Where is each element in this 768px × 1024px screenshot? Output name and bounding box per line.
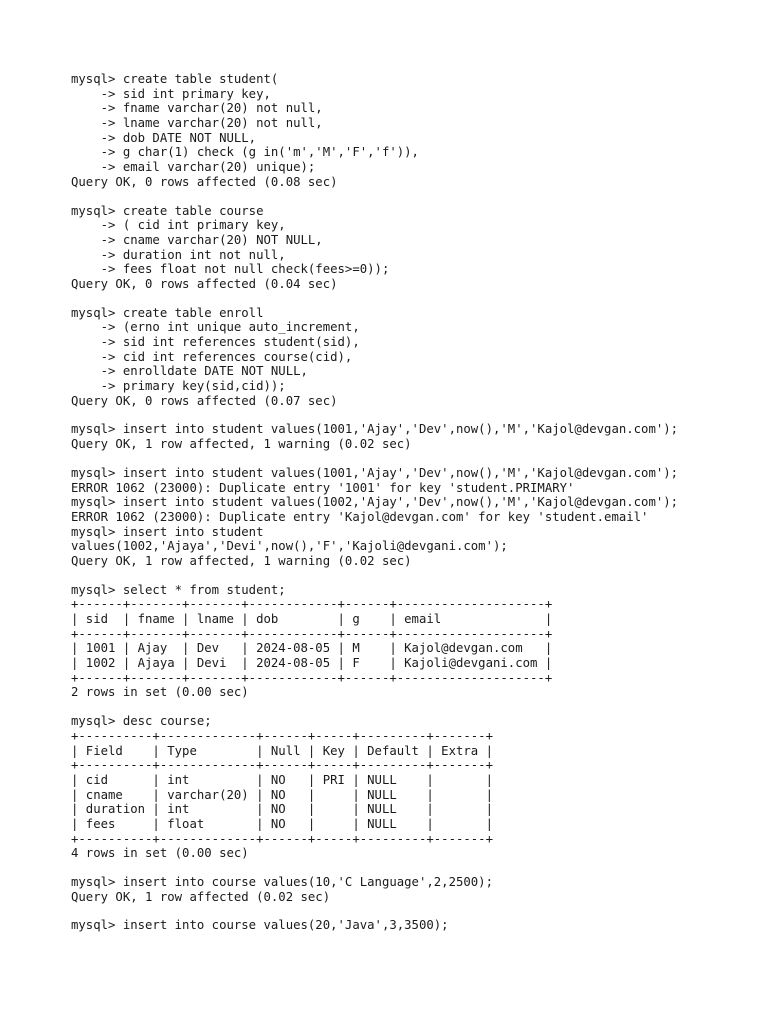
table-row: | 1001 | Ajay | Dev | 2024-08-05 | M | Kajol@devgan.com | <box>71 641 553 656</box>
sql-command-line: mysql> insert into student values(1001,'Ajay','Dev',now(),'M','Kajol@devgan.com'); <box>71 465 679 480</box>
sql-command-line: mysql> create table enroll <box>71 305 264 320</box>
query-result-line: Query OK, 0 rows affected (0.08 sec) <box>71 174 338 189</box>
table-row: | fees | float | NO | | NULL | | <box>71 816 493 831</box>
sql-command-line: mysql> desc course; <box>71 714 212 729</box>
terminal-transcript <box>71 72 761 947</box>
sql-continuation-line: -> sid int primary key, <box>71 86 271 101</box>
table-row: | duration | int | NO | | NULL | | <box>71 802 493 817</box>
query-result-line: Query OK, 1 row affected (0.02 sec) <box>71 889 331 904</box>
sql-continuation-line: -> duration int not null, <box>71 247 286 262</box>
sql-command-line: mysql> select * from student; <box>71 582 286 597</box>
table-border-line: +------+-------+-------+------------+------+--------------------+ <box>71 597 553 612</box>
table-header-row: | Field | Type | Null | Key | Default | Extra | <box>71 743 493 758</box>
insert-student-1001-block <box>71 422 761 451</box>
sql-continuation-line: -> fees float not null check(fees>=0)); <box>71 262 390 277</box>
sql-continuation-line: values(1002,'Ajaya','Devi',now(),'F','Kajoli@devgani.com'); <box>71 539 508 554</box>
desc-course-block <box>71 714 761 861</box>
sql-command-line: mysql> insert into student values(1002,'Ajay','Dev',now(),'M','Kajol@devgan.com'); <box>71 495 679 510</box>
sql-command-line: mysql> insert into course values(20,'Java',3,3500); <box>71 918 449 933</box>
error-line: ERROR 1062 (23000): Duplicate entry 'Kajol@devgan.com' for key 'student.email' <box>71 509 649 524</box>
table-row: | cid | int | NO | PRI | NULL | | <box>71 772 493 787</box>
sql-continuation-line: -> sid int references student(sid), <box>71 335 360 349</box>
table-row: | 1002 | Ajaya | Devi | 2024-08-05 | F | Kajoli@devgani.com | <box>71 656 553 671</box>
select-student-block <box>71 583 761 701</box>
table-border-line: +----------+-------------+------+-----+---------+-------+ <box>71 758 493 773</box>
sql-command-line: mysql> insert into student <box>71 524 264 539</box>
query-result-line: Query OK, 0 rows affected (0.07 sec) <box>71 393 338 408</box>
table-border-line: +----------+-------------+------+-----+---------+-------+ <box>71 728 493 743</box>
sql-continuation-line: -> enrolldate DATE NOT NULL, <box>71 364 308 379</box>
insert-errors-block <box>71 466 761 569</box>
create-course-block <box>71 204 761 292</box>
sql-continuation-line: -> ( cid int primary key, <box>71 218 286 233</box>
sql-continuation-line: -> cid int references course(cid), <box>71 349 353 364</box>
sql-continuation-line: -> fname varchar(20) not null, <box>71 101 323 116</box>
sql-continuation-line: -> cname varchar(20) NOT NULL, <box>71 232 323 247</box>
sql-continuation-line: -> primary key(sid,cid)); <box>71 379 286 394</box>
table-border-line: +------+-------+-------+------------+------+--------------------+ <box>71 626 553 641</box>
query-result-line: 2 rows in set (0.00 sec) <box>71 685 249 700</box>
query-result-line: 4 rows in set (0.00 sec) <box>71 846 249 861</box>
query-result-line: Query OK, 1 row affected, 1 warning (0.02 sec) <box>71 437 412 452</box>
sql-continuation-line: -> g char(1) check (g in('m','M','F','f')), <box>71 145 419 160</box>
sql-command-line: mysql> create table student( <box>71 72 279 86</box>
sql-continuation-line: -> (erno int unique auto_increment, <box>71 320 360 335</box>
table-header-row: | sid | fname | lname | dob | g | email | <box>71 612 553 626</box>
sql-continuation-line: -> lname varchar(20) not null, <box>71 116 323 131</box>
sql-continuation-line: -> dob DATE NOT NULL, <box>71 130 257 145</box>
query-result-line: Query OK, 0 rows affected (0.04 sec) <box>71 276 338 291</box>
query-result-line: Query OK, 1 row affected, 1 warning (0.02 sec) <box>71 553 412 568</box>
sql-continuation-line: -> email varchar(20) unique); <box>71 160 316 175</box>
error-line: ERROR 1062 (23000): Duplicate entry '1001' for key 'student.PRIMARY' <box>71 480 575 495</box>
table-row: | cname | varchar(20) | NO | | NULL | | <box>71 787 493 802</box>
sql-command-line: mysql> insert into student values(1001,'Ajay','Dev',now(),'M','Kajol@devgan.com'); <box>71 422 679 437</box>
insert-course-10-block <box>71 875 761 904</box>
insert-course-20-block <box>71 918 761 933</box>
create-enroll-block <box>71 306 761 409</box>
sql-command-line: mysql> insert into course values(10,'C Language',2,2500); <box>71 875 493 889</box>
table-border-line: +----------+-------------+------+-----+---------+-------+ <box>71 831 493 846</box>
sql-command-line: mysql> create table course <box>71 203 264 218</box>
create-student-block <box>71 72 761 190</box>
table-border-line: +------+-------+-------+------------+------+--------------------+ <box>71 670 553 685</box>
